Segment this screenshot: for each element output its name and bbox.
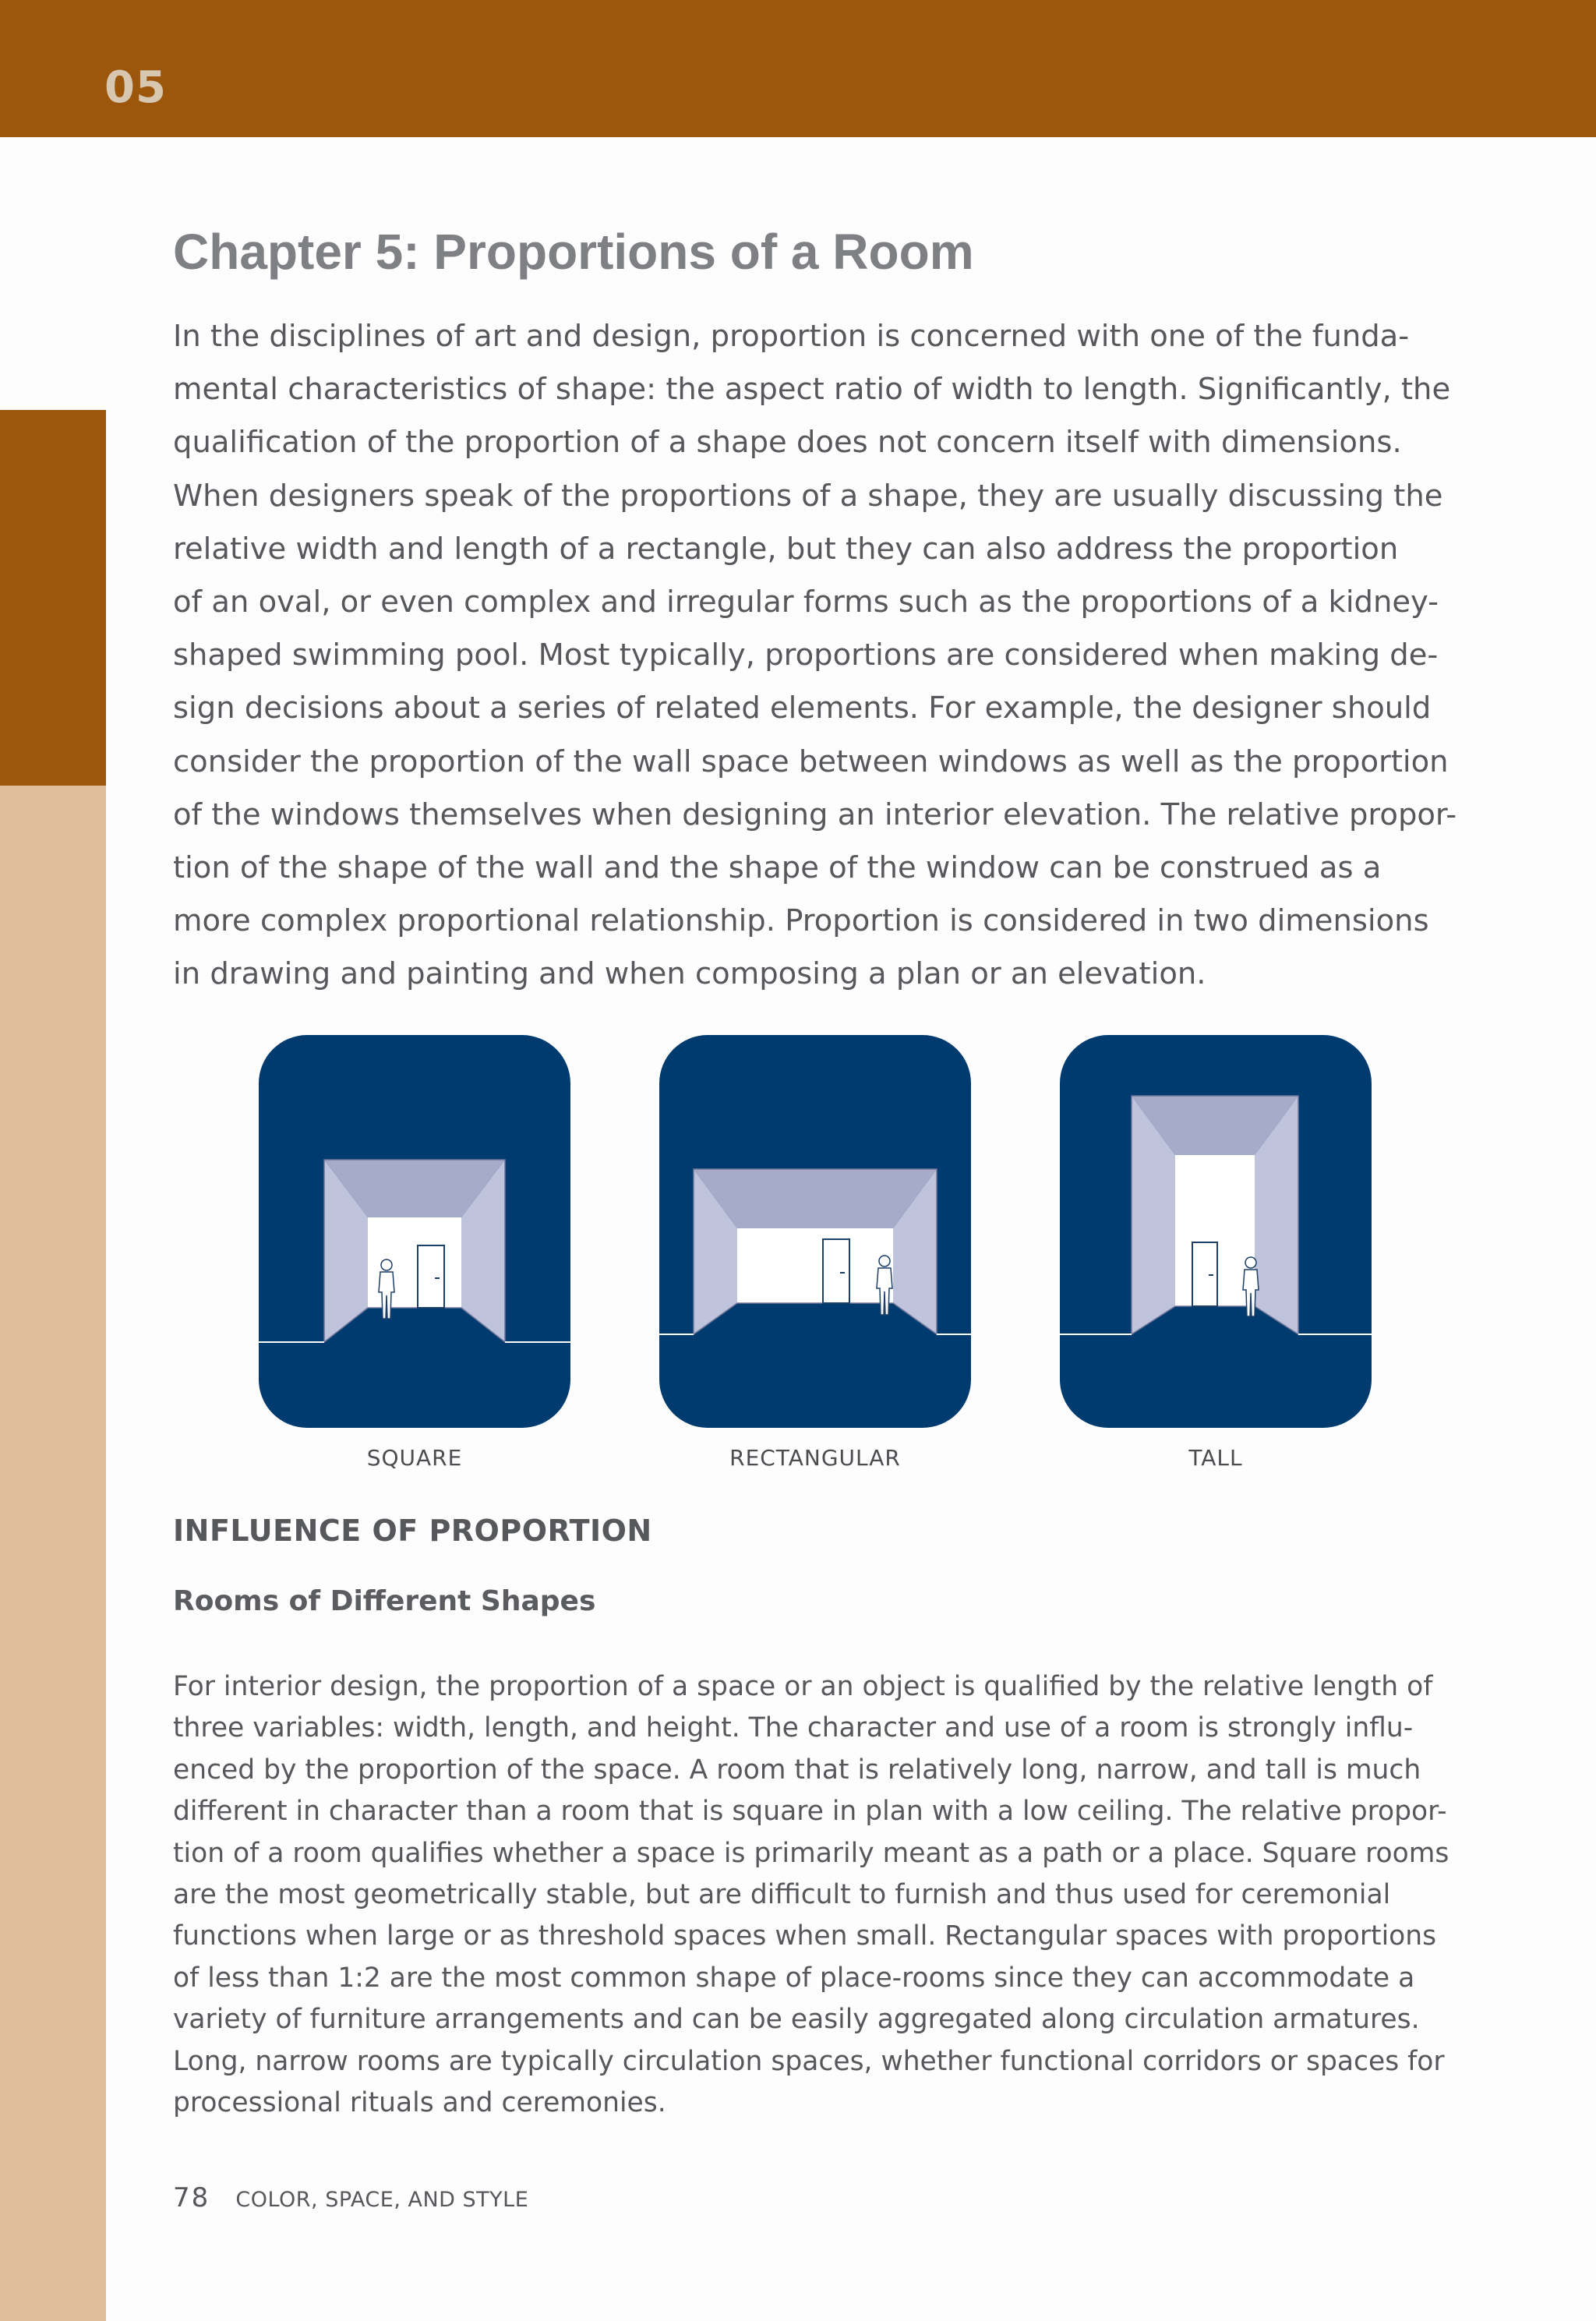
intro-line: When designers speak of the proportions of a shape, they are usually discussing the: [173, 478, 1443, 514]
header-bar: [0, 0, 1596, 137]
intro-line: shaped swimming pool. Most typically, proportions are considered when making de-: [173, 638, 1439, 673]
square-room-figure: [259, 1035, 570, 1428]
intro-line: relative width and length of a rectangle, but they can also address the proportion: [173, 531, 1399, 567]
intro-line: tion of the shape of the wall and the shape of the window can be construed as a: [173, 850, 1382, 886]
running-title: COLOR, SPACE, AND STYLE: [235, 2188, 529, 2212]
intro-line: consider the proportion of the wall space between windows as well as the proportion: [173, 744, 1449, 779]
tall-room-figure: [1060, 1035, 1372, 1428]
intro-paragraph: [173, 310, 1482, 1002]
body-line: functions when large or as threshold spaces when small. Rectangular spaces with proportions: [173, 1920, 1437, 1952]
intro-line: of an oval, or even complex and irregular forms such as the proportions of a kidney-: [173, 585, 1439, 620]
body-line: of less than 1:2 are the most common shape of place-rooms since they can accommodate a: [173, 1962, 1415, 1994]
intro-line: of the windows themselves when designing an interior elevation. The relative propor-: [173, 797, 1457, 832]
body-line: enced by the proportion of the space. A room that is relatively long, narrow, and tall is much: [173, 1754, 1421, 1786]
chapter-title: Chapter 5: Proportions of a Room: [173, 224, 974, 280]
page-footer: [173, 2182, 528, 2213]
section-label: INFLUENCE OF PROPORTION: [173, 1514, 652, 1548]
tall-room-icon: [1060, 1035, 1372, 1428]
body-line: three variables: width, length, and height. The character and use of a room is strongly influ-: [173, 1712, 1414, 1744]
intro-line: mental characteristics of shape: the aspect ratio of width to length. Significantly, the: [173, 372, 1451, 408]
body-line: different in character than a room that is square in plan with a low ceiling. The relative propor-: [173, 1796, 1447, 1828]
intro-line: In the disciplines of art and design, proportion is concerned with one of the funda-: [173, 319, 1410, 354]
body-paragraph: [173, 1666, 1498, 2124]
intro-line: more complex proportional relationship. Proportion is considered in two dimensions: [173, 903, 1429, 939]
intro-line: in drawing and painting and when composing a plan or an elevation.: [173, 956, 1206, 992]
chapter-number: 05: [104, 62, 167, 113]
side-tab-light: [0, 786, 106, 2321]
intro-line: qualification of the proportion of a shape does not concern itself with dimensions.: [173, 425, 1402, 461]
subheading: Rooms of Different Shapes: [173, 1585, 596, 1617]
body-line: are the most geometrically stable, but are difficult to furnish and thus used for ceremonial: [173, 1879, 1391, 1911]
figure-label: SQUARE: [366, 1445, 463, 1471]
page-number: 78: [173, 2182, 210, 2213]
body-line: processional rituals and ceremonies.: [173, 2087, 666, 2119]
side-tab-dark: [0, 410, 106, 786]
body-line: Long, narrow rooms are typically circulation spaces, whether functional corridors or spaces for: [173, 2045, 1445, 2077]
rectangular-room-figure: [659, 1035, 971, 1428]
body-line: For interior design, the proportion of a space or an object is qualified by the relative length of: [173, 1671, 1433, 1702]
intro-line: sign decisions about a series of related elements. For example, the designer should: [173, 691, 1432, 726]
figure-label: TALL: [1188, 1445, 1243, 1471]
body-line: tion of a room qualifies whether a space is primarily meant as a path or a place. Square rooms: [173, 1837, 1449, 1869]
square-room-icon: [259, 1035, 570, 1428]
figure-label: RECTANGULAR: [729, 1445, 901, 1471]
body-line: variety of furniture arrangements and can be easily aggregated along circulation armatures.: [173, 2004, 1420, 2036]
rectangular-room-icon: [659, 1035, 971, 1428]
